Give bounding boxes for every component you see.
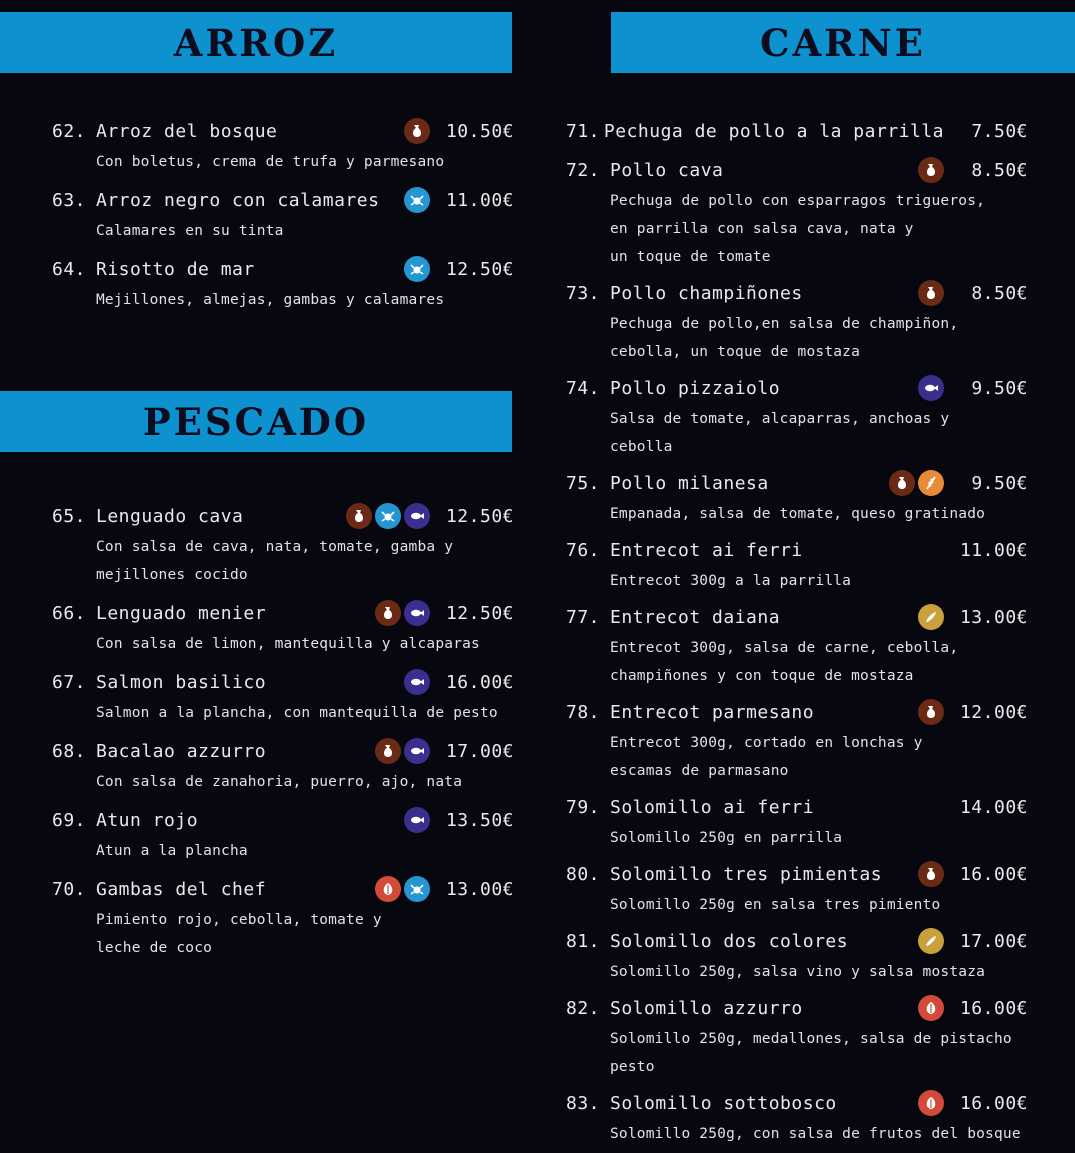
- item-price: 7.50€: [971, 120, 1028, 142]
- item-number: 77.: [566, 606, 601, 628]
- dairy-icon: [918, 699, 944, 725]
- allergen-icons: [404, 256, 430, 282]
- menu-item: [566, 991, 1028, 1081]
- item-description: Con salsa de limon, mantequilla y alcaparas: [96, 636, 480, 652]
- item-description: Solomillo 250g en parrilla: [610, 830, 843, 846]
- banner-carne: [611, 12, 1075, 73]
- item-number: 69.: [52, 809, 87, 831]
- item-price: 9.50€: [971, 377, 1028, 399]
- menu-item-header: [566, 991, 1028, 1025]
- item-description: pesto: [610, 1059, 655, 1075]
- menu-item-header: [566, 371, 1028, 405]
- menu-item: [52, 872, 514, 962]
- dairy-icon: [404, 118, 430, 144]
- item-description: Calamares en su tinta: [96, 223, 284, 239]
- dairy-icon: [346, 503, 372, 529]
- menu-item: [52, 596, 514, 658]
- item-number: 68.: [52, 740, 87, 762]
- allergen-icons: [918, 699, 944, 725]
- item-price: 12.50€: [445, 258, 514, 280]
- menu-item: [566, 153, 1028, 271]
- item-price: 17.00€: [959, 930, 1028, 952]
- item-description: Con salsa de cava, nata, tomate, gamba y: [96, 539, 454, 555]
- item-price: 9.50€: [971, 472, 1028, 494]
- item-price: 11.00€: [445, 189, 514, 211]
- item-name: Arroz del bosque: [96, 120, 278, 142]
- menu-item-header: [52, 803, 514, 837]
- fish-icon: [918, 375, 944, 401]
- menu-item: [566, 600, 1028, 690]
- item-number: 67.: [52, 671, 87, 693]
- menu-item-header: [52, 252, 514, 286]
- dairy-icon: [918, 280, 944, 306]
- item-description: Atun a la plancha: [96, 843, 248, 859]
- menu-section-pescado: [52, 499, 514, 969]
- item-name: Entrecot parmesano: [610, 701, 815, 723]
- item-description: Con salsa de zanahoria, puerro, ajo, nata: [96, 774, 463, 790]
- item-name: Entrecot daiana: [610, 606, 781, 628]
- menu-item-header: [566, 857, 1028, 891]
- allergen-icons: [404, 669, 430, 695]
- item-number: 70.: [52, 878, 87, 900]
- menu-section-arroz: [52, 114, 514, 321]
- item-description: Solomillo 250g, con salsa de frutos del bosque: [610, 1126, 1021, 1142]
- item-description: Salsa de tomate, alcaparras, anchoas y: [610, 411, 950, 427]
- item-number: 63.: [52, 189, 87, 211]
- item-description: Pimiento rojo, cebolla, tomate y: [96, 912, 382, 928]
- item-description: champiñones y con toque de mostaza: [610, 668, 914, 684]
- item-number: 79.: [566, 796, 601, 818]
- item-price: 13.50€: [445, 809, 514, 831]
- item-description: un toque de tomate: [610, 249, 771, 265]
- item-price: 8.50€: [971, 159, 1028, 181]
- item-number: 83.: [566, 1092, 601, 1114]
- allergen-icons: [918, 375, 944, 401]
- menu-item: [566, 533, 1028, 595]
- item-number: 75.: [566, 472, 601, 494]
- menu-item: [52, 499, 514, 589]
- allergen-icons: [375, 738, 430, 764]
- item-description: cebolla, un toque de mostaza: [610, 344, 861, 360]
- dairy-icon: [889, 470, 915, 496]
- menu-item-header: [566, 695, 1028, 729]
- item-description: Solomillo 250g, medallones, salsa de pistacho: [610, 1031, 1012, 1047]
- item-name: Pollo pizzaiolo: [610, 377, 781, 399]
- allergen-icons: [404, 118, 430, 144]
- item-description: escamas de parmasano: [610, 763, 789, 779]
- nuts-icon: [918, 1090, 944, 1116]
- item-name: Pollo cava: [610, 159, 724, 181]
- item-name: Gambas del chef: [96, 878, 267, 900]
- shellfish-icon: [404, 187, 430, 213]
- item-description: Pechuga de pollo,en salsa de champiñon,: [610, 316, 959, 332]
- item-name: Pollo champiñones: [610, 282, 803, 304]
- allergen-icons: [918, 604, 944, 630]
- section-title-carne: CARNE: [760, 20, 926, 65]
- allergen-icons: [918, 995, 944, 1021]
- dairy-icon: [375, 600, 401, 626]
- item-number: 74.: [566, 377, 601, 399]
- item-number: 66.: [52, 602, 87, 624]
- menu-item-header: [566, 924, 1028, 958]
- menu-section-carne: [566, 114, 1028, 1153]
- menu-item: [566, 1086, 1028, 1148]
- item-name: Entrecot ai ferri: [610, 539, 803, 561]
- item-number: 80.: [566, 863, 601, 885]
- menu-item: [52, 114, 514, 176]
- item-description: Pechuga de pollo con esparragos trigueros,: [610, 193, 986, 209]
- menu-item-header: [52, 183, 514, 217]
- item-price: 12.50€: [445, 505, 514, 527]
- item-name: Solomillo azzurro: [610, 997, 803, 1019]
- menu-item: [566, 371, 1028, 461]
- item-name: Arroz negro con calamares: [96, 189, 380, 211]
- shellfish-icon: [375, 503, 401, 529]
- gluten-icon: [918, 470, 944, 496]
- item-description: Solomillo 250g en salsa tres pimiento: [610, 897, 941, 913]
- item-name: Pechuga de pollo a la parrilla: [603, 120, 944, 142]
- menu-item-header: [566, 153, 1028, 187]
- item-description: en parrilla con salsa cava, nata y: [610, 221, 914, 237]
- allergen-icons: [918, 280, 944, 306]
- item-name: Solomillo tres pimientas: [610, 863, 883, 885]
- item-description: Entrecot 300g a la parrilla: [610, 573, 852, 589]
- item-description: cebolla: [610, 439, 673, 455]
- menu-item-header: [566, 1086, 1028, 1120]
- menu-item: [566, 924, 1028, 986]
- menu-item: [566, 695, 1028, 785]
- menu-item: [52, 734, 514, 796]
- item-description: Entrecot 300g, cortado en lonchas y: [610, 735, 923, 751]
- item-name: Bacalao azzurro: [96, 740, 267, 762]
- item-number: 76.: [566, 539, 601, 561]
- nuts-icon: [375, 876, 401, 902]
- menu-item-header: [566, 114, 1028, 148]
- item-name: Risotto de mar: [96, 258, 255, 280]
- menu-item-header: [52, 596, 514, 630]
- item-number: 81.: [566, 930, 601, 952]
- item-price: 13.00€: [959, 606, 1028, 628]
- item-price: 14.00€: [959, 796, 1028, 818]
- menu-item-header: [566, 276, 1028, 310]
- item-description: Empanada, salsa de tomate, queso gratinado: [610, 506, 986, 522]
- dairy-icon: [918, 861, 944, 887]
- item-name: Lenguado cava: [96, 505, 244, 527]
- item-price: 16.00€: [959, 997, 1028, 1019]
- item-description: mejillones cocido: [96, 567, 248, 583]
- fish-icon: [404, 600, 430, 626]
- shellfish-icon: [404, 876, 430, 902]
- menu-item-header: [52, 114, 514, 148]
- section-title-pescado: PESCADO: [142, 399, 370, 444]
- item-name: Pollo milanesa: [610, 472, 769, 494]
- item-price: 11.00€: [959, 539, 1028, 561]
- menu-item-header: [52, 499, 514, 533]
- allergen-icons: [918, 157, 944, 183]
- item-price: 16.00€: [959, 1092, 1028, 1114]
- item-description: Entrecot 300g, salsa de carne, cebolla,: [610, 640, 959, 656]
- item-price: 16.00€: [959, 863, 1028, 885]
- item-name: Solomillo dos colores: [610, 930, 849, 952]
- menu-item-header: [52, 734, 514, 768]
- item-price: 13.00€: [445, 878, 514, 900]
- allergen-icons: [404, 187, 430, 213]
- menu-item: [52, 665, 514, 727]
- item-price: 12.00€: [959, 701, 1028, 723]
- menu-item: [566, 276, 1028, 366]
- allergen-icons: [346, 503, 430, 529]
- allergen-icons: [375, 876, 430, 902]
- fish-icon: [404, 669, 430, 695]
- menu-item: [566, 466, 1028, 528]
- menu-item-header: [566, 600, 1028, 634]
- shellfish-icon: [404, 256, 430, 282]
- item-name: Solomillo ai ferri: [610, 796, 815, 818]
- dairy-icon: [375, 738, 401, 764]
- item-description: Con boletus, crema de trufa y parmesano: [96, 154, 445, 170]
- item-number: 73.: [566, 282, 601, 304]
- allergen-icons: [918, 1090, 944, 1116]
- item-number: 71.: [566, 120, 601, 142]
- item-name: Salmon basilico: [96, 671, 267, 693]
- nuts-icon: [918, 995, 944, 1021]
- menu-item-header: [566, 790, 1028, 824]
- item-name: Lenguado menier: [96, 602, 267, 624]
- item-description: Salmon a la plancha, con mantequilla de pesto: [96, 705, 498, 721]
- item-description: Solomillo 250g, salsa vino y salsa mostaza: [610, 964, 986, 980]
- allergen-icons: [889, 470, 944, 496]
- item-name: Solomillo sottobosco: [610, 1092, 837, 1114]
- menu-item: [566, 114, 1028, 148]
- fish-icon: [404, 503, 430, 529]
- item-price: 17.00€: [445, 740, 514, 762]
- item-number: 78.: [566, 701, 601, 723]
- allergen-icons: [375, 600, 430, 626]
- banner-arroz: [0, 12, 512, 73]
- item-price: 8.50€: [971, 282, 1028, 304]
- item-number: 82.: [566, 997, 601, 1019]
- menu-item: [52, 252, 514, 314]
- menu-item: [566, 857, 1028, 919]
- menu-item-header: [566, 466, 1028, 500]
- item-price: 12.50€: [445, 602, 514, 624]
- item-description: leche de coco: [96, 940, 213, 956]
- fish-icon: [404, 807, 430, 833]
- allergen-icons: [918, 861, 944, 887]
- dairy-icon: [918, 157, 944, 183]
- item-number: 62.: [52, 120, 87, 142]
- menu-item-header: [52, 665, 514, 699]
- section-title-arroz: ARROZ: [173, 20, 339, 65]
- allergen-icons: [404, 807, 430, 833]
- item-price: 16.00€: [445, 671, 514, 693]
- mustard-icon: [918, 928, 944, 954]
- item-number: 64.: [52, 258, 87, 280]
- menu-item: [566, 790, 1028, 852]
- item-number: 65.: [52, 505, 87, 527]
- item-description: Mejillones, almejas, gambas y calamares: [96, 292, 445, 308]
- menu-item: [52, 183, 514, 245]
- item-price: 10.50€: [445, 120, 514, 142]
- item-number: 72.: [566, 159, 601, 181]
- menu-item: [52, 803, 514, 865]
- banner-pescado: [0, 391, 512, 452]
- menu-item-header: [52, 872, 514, 906]
- mustard-icon: [918, 604, 944, 630]
- fish-icon: [404, 738, 430, 764]
- menu-item-header: [566, 533, 1028, 567]
- item-name: Atun rojo: [96, 809, 199, 831]
- allergen-icons: [918, 928, 944, 954]
